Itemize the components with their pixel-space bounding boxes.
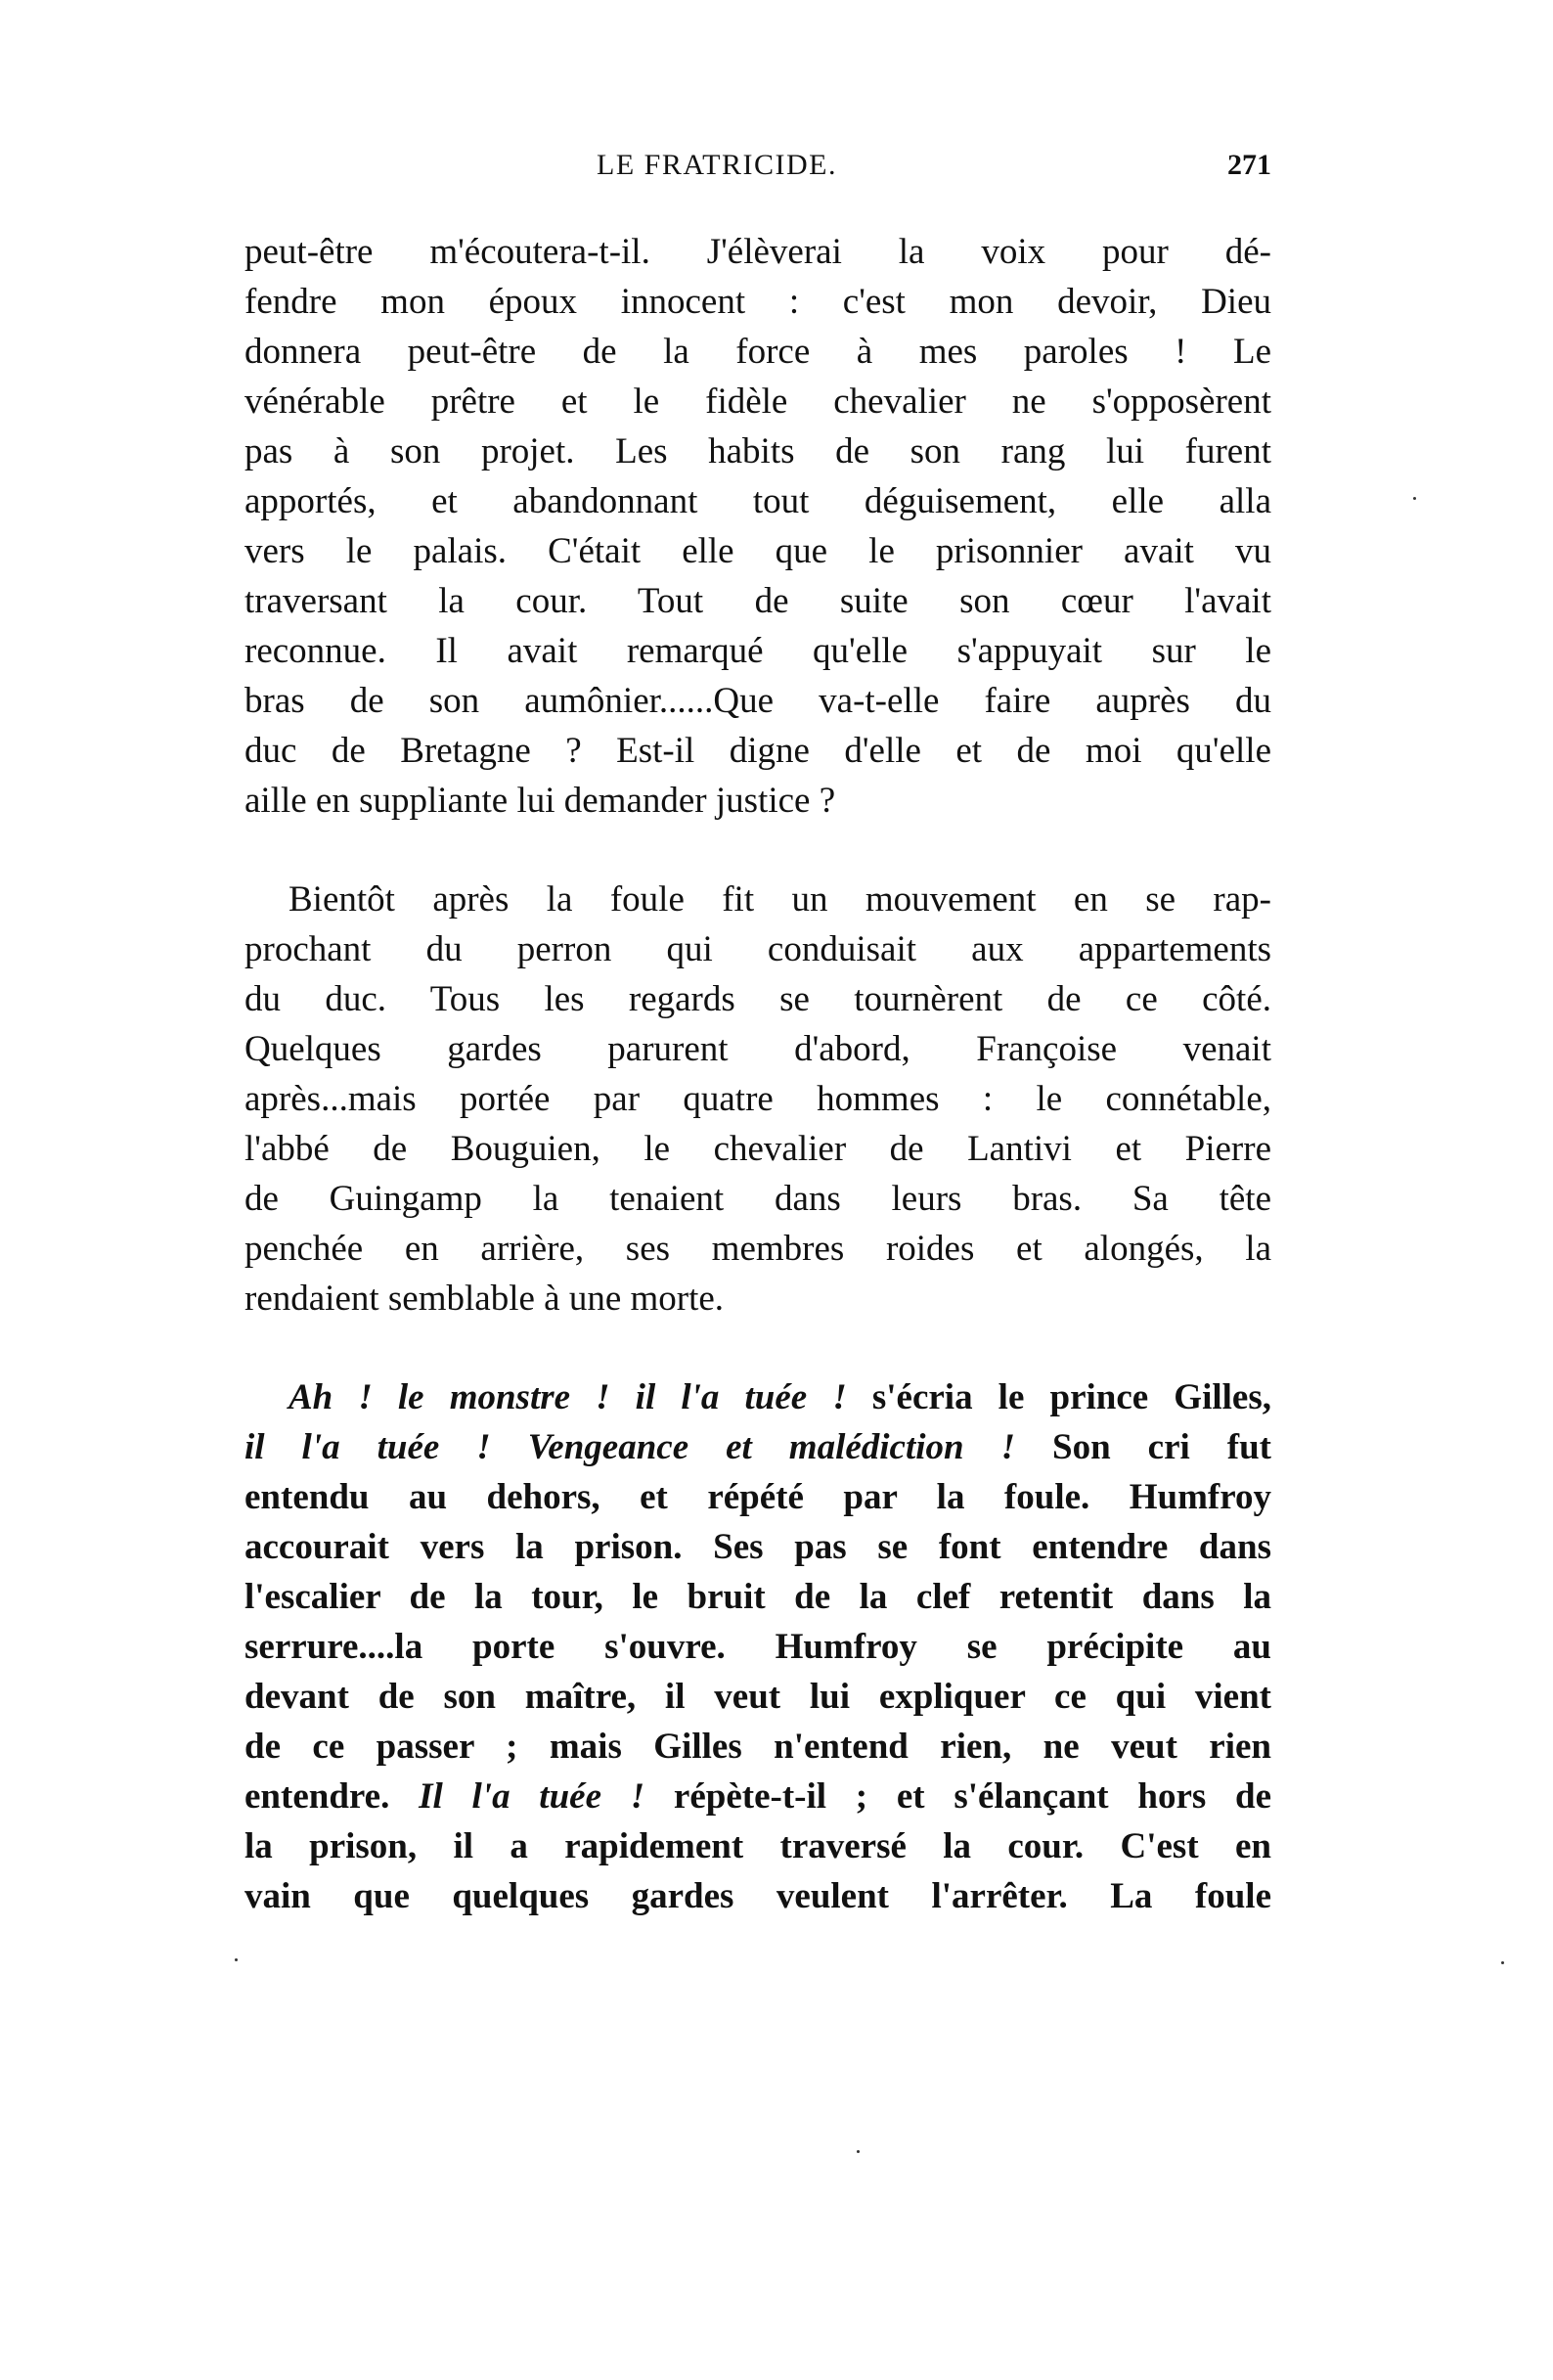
- text-line: l'abbé de Bouguien, le chevalier de Lantivi et Pierre: [244, 1129, 1271, 1169]
- text-line: la prison, il a rapidement traversé la cour. C'est en: [244, 1826, 1271, 1866]
- text-line: prochant du perron qui conduisait aux appartements: [244, 929, 1271, 969]
- text-line: pas à son projet. Les habits de son rang lui furent: [244, 431, 1271, 472]
- text-line: rendaient semblable à une morte.: [244, 1279, 725, 1319]
- text-line: serrure....la porte s'ouvre. Humfroy se précipite au: [244, 1627, 1271, 1667]
- text-line: devant de son maître, il veut lui expliquer ce qui vient: [244, 1677, 1271, 1717]
- text-line: de Guingamp la tenaient dans leurs bras. Sa tête: [244, 1179, 1271, 1219]
- text-line: vénérable prêtre et le fidèle chevalier ne s'opposèrent: [244, 382, 1271, 422]
- running-head: [244, 149, 1271, 198]
- text-line: vain que quelques gardes veulent l'arrêter. La foule: [244, 1876, 1271, 1916]
- text-line: l'escalier de la tour, le bruit de la clef retentit dans la: [244, 1577, 1271, 1617]
- text-line: donnera peut-être de la force à mes paroles ! Le: [244, 332, 1271, 372]
- text-line: aille en suppliante lui demander justice ?: [244, 781, 836, 821]
- text-line: Bientôt après la foule fit un mouvement en se rap-: [288, 879, 1271, 920]
- text-line: penchée en arrière, ses membres roides et alongés, la: [244, 1229, 1271, 1269]
- text-line: peut-être m'écoutera-t-il. J'élèverai la voix pour dé-: [244, 232, 1271, 272]
- text-run: Son cri fut: [1015, 1427, 1271, 1467]
- text-line: [244, 1372, 1271, 1422]
- scan-speck: [1501, 1961, 1504, 1964]
- text-line: Quelques gardes parurent d'abord, Françoise venait: [244, 1029, 1271, 1069]
- text-line: [244, 1772, 1271, 1821]
- text-line: apportés, et abandonnant tout déguisement, elle alla: [244, 481, 1271, 521]
- text-line: vers le palais. C'était elle que le prisonnier avait vu: [244, 531, 1271, 571]
- scan-speck: [857, 2150, 860, 2153]
- running-title: LE FRATRICIDE.: [597, 149, 837, 181]
- scan-speck: [235, 1958, 238, 1961]
- text-line: fendre mon époux innocent : c'est mon devoir, Dieu: [244, 282, 1271, 322]
- text-run: répète-t-il ; et s'élançant hors de: [644, 1776, 1272, 1817]
- page-number: 271: [1227, 149, 1271, 181]
- italic-exclamation: Ah ! le monstre ! il l'a tuée !: [288, 1377, 847, 1417]
- text-run: s'écria le prince Gilles,: [846, 1377, 1271, 1417]
- paragraph-1: [244, 227, 1271, 826]
- body-text: [244, 227, 1271, 1921]
- text-line: après...mais portée par quatre hommes : le connétable,: [244, 1079, 1271, 1119]
- text-line: accourait vers la prison. Ses pas se font entendre dans: [244, 1527, 1271, 1567]
- text-run: entendre.: [244, 1776, 420, 1817]
- italic-exclamation: Il l'a tuée !: [419, 1776, 645, 1817]
- paragraph-2: [244, 875, 1271, 1324]
- text-line: traversant la cour. Tout de suite son cœur l'avait: [244, 581, 1271, 621]
- italic-exclamation: il l'a tuée ! Vengeance et malédiction !: [244, 1427, 1016, 1467]
- scan-speck: [1413, 497, 1416, 500]
- text-line: duc de Bretagne ? Est-il digne d'elle et de moi qu'elle: [244, 731, 1271, 771]
- text-line: [244, 1422, 1271, 1472]
- text-line: de ce passer ; mais Gilles n'entend rien, ne veut rien: [244, 1727, 1271, 1767]
- text-line: du duc. Tous les regards se tournèrent de ce côté.: [244, 979, 1271, 1019]
- paragraph-3: [244, 1372, 1271, 1921]
- text-line: entendu au dehors, et répété par la foule. Humfroy: [244, 1477, 1271, 1517]
- text-line: reconnue. Il avait remarqué qu'elle s'appuyait sur le: [244, 631, 1271, 671]
- text-line: bras de son aumônier......Que va-t-elle faire auprès du: [244, 681, 1271, 721]
